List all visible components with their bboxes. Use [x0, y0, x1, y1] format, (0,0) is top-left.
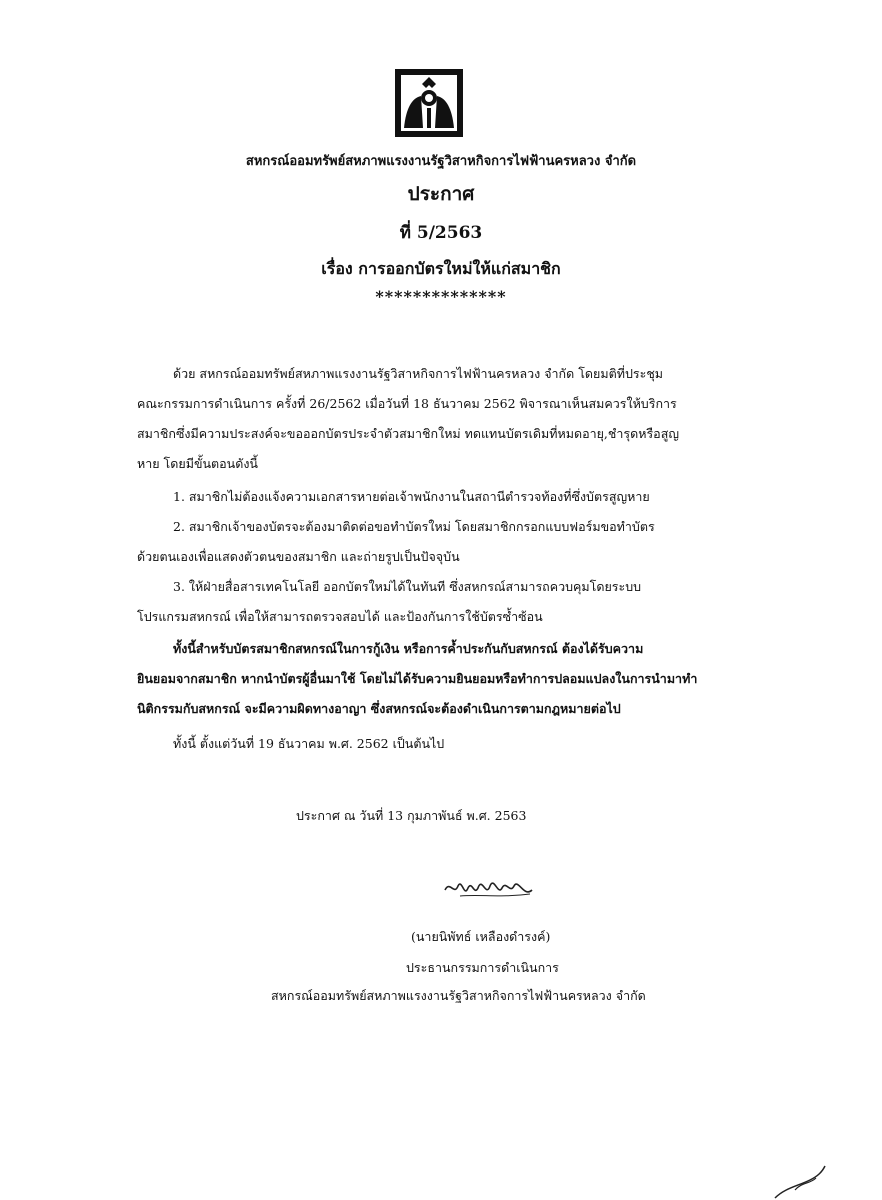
intro-line-2: คณะกรรมการดำเนินการ ครั้งที่ 26/2562 เมื่อวันที่ 18 ธันวาคม 2562 พิจารณาเห็นสมควรให้บริการ	[137, 396, 677, 411]
item-1: 1. สมาชิกไม่ต้องแจ้งความเอกสารหายต่อเจ้าพนักงานในสถานีตำรวจท้องที่ซึ่งบัตรสูญหาย	[173, 489, 650, 504]
signer-position: ประธานกรรมการดำเนินการ	[406, 960, 559, 975]
signer-name: (นายนิพัทธ์ เหลืองดำรงค์)	[411, 929, 551, 944]
effective-date: ทั้งนี้ ตั้งแต่วันที่ 19 ธันวาคม พ.ศ. 2562 เป็นต้นไป	[173, 736, 445, 751]
intro-line-3: สมาชิกซึ่งมีความประสงค์จะขอออกบัตรประจำตัวสมาชิกใหม่ ทดแทนบัตรเดิมที่หมดอายุ,ชำรุดหรือสูญ	[137, 426, 679, 441]
item-2-line-2: ด้วยตนเองเพื่อแสดงตัวตนของสมาชิก และถ่ายรูปเป็นปัจจุบัน	[137, 549, 460, 564]
signer-organization: สหกรณ์ออมทรัพย์สหภาพแรงงานรัฐวิสาหกิจการไฟฟ้านครหลวง จำกัด	[271, 988, 646, 1003]
warning-line-2: ยินยอมจากสมาชิก หากนำบัตรผู้อื่นมาใช้ โดยไม่ได้รับความยินยอมหรือทำการปลอมแปลงในการนำมาทำ	[137, 671, 698, 686]
warning-line-3: นิติกรรมกับสหกรณ์ จะมีความผิดทางอาญา ซึ่งสหกรณ์จะต้องดำเนินการตามกฎหมายต่อไป	[137, 701, 621, 716]
item-3-line-1: 3. ให้ฝ่ายสื่อสารเทคโนโลยี ออกบัตรใหม่ได้ในทันที ซึ่งสหกรณ์สามารถควบคุมโดยระบบ	[173, 579, 642, 594]
intro-line-4: หาย โดยมีขั้นตอนดังนี้	[137, 456, 258, 471]
intro-line-1: ด้วย สหกรณ์ออมทรัพย์สหภาพแรงงานรัฐวิสาหกิจการไฟฟ้านครหลวง จำกัด โดยมติที่ประชุม	[173, 366, 664, 381]
cooperative-logo	[394, 68, 464, 138]
announce-date: ประกาศ ณ วันที่ 13 กุมภาพันธ์ พ.ศ. 2563	[296, 808, 527, 823]
announcement-title: ประกาศ	[407, 183, 475, 205]
item-3-line-2: โปรแกรมสหกรณ์ เพื่อให้สามารถตรวจสอบได้ และป้องกันการใช้บัตรซ้ำซ้อน	[137, 609, 543, 624]
announcement-subject: เรื่อง การออกบัตรใหม่ให้แก่สมาชิก	[321, 259, 561, 278]
warning-line-1: ทั้งนี้สำหรับบัตรสมาชิกสหกรณ์ในการกู้เงิน หรือการค้ำประกันกับสหกรณ์ ต้องได้รับความ	[173, 641, 644, 656]
announcement-number: ที่ 5/2563	[399, 223, 483, 243]
separator: **************	[375, 287, 507, 306]
organization-name: สหกรณ์ออมทรัพย์สหภาพแรงงานรัฐวิสาหกิจการไฟฟ้านครหลวง จำกัด	[245, 154, 637, 169]
item-2-line-1: 2. สมาชิกเจ้าของบัตรจะต้องมาติดต่อขอทำบัตรใหม่ โดยสมาชิกกรอกแบบฟอร์มขอทำบัตร	[173, 519, 655, 534]
corner-mark	[770, 1160, 830, 1200]
handwritten-signature	[440, 868, 540, 908]
